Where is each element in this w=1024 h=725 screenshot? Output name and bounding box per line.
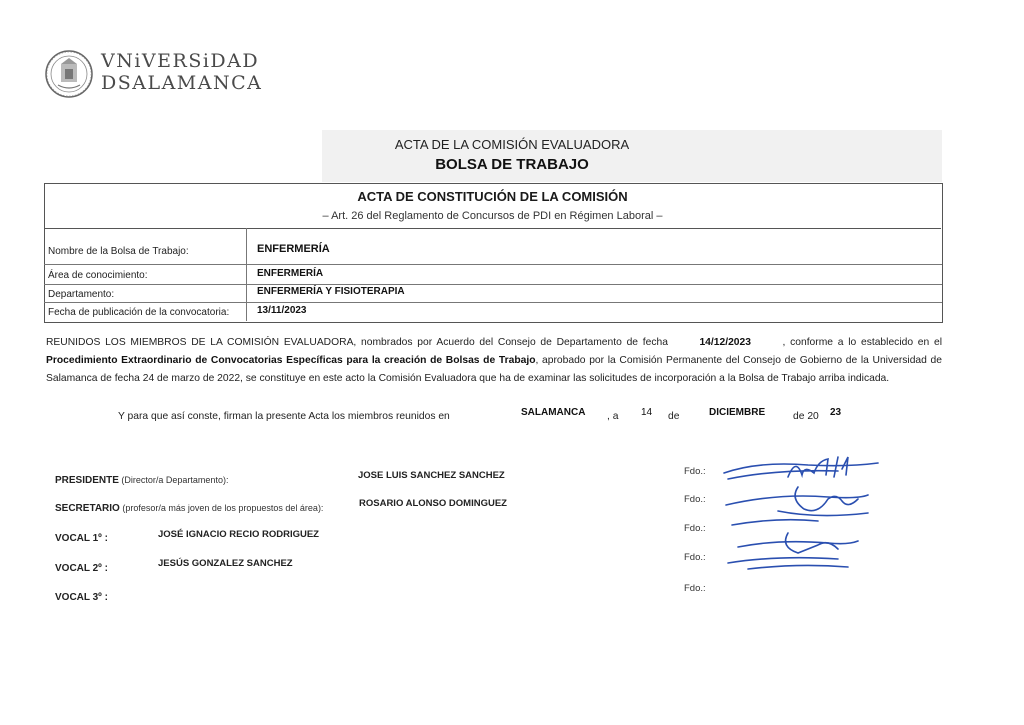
role-title: VOCAL 3º : (55, 592, 108, 603)
fdo-label: Fdo.: (684, 466, 706, 477)
logo-line-2: DSALAMANCA (101, 72, 263, 94)
paragraph-procedure: Procedimiento Extraordinario de Convocatorias Específicas para la creación de Bolsas de Trabajo (46, 355, 536, 366)
paragraph-part-1: REUNIDOS LOS MIEMBROS DE LA COMISIÓN EVALUADORA, nombrados por Acuerdo del Consejo de Departamento de fecha (46, 337, 668, 348)
fdo-label: Fdo.: (684, 523, 706, 534)
role-title: VOCAL 2º : (55, 563, 108, 574)
row-divider (44, 284, 942, 285)
member-role-vocal-2 (55, 563, 108, 574)
role-title: PRESIDENTE (55, 475, 119, 486)
closing-text: Y para que así conste, firman la presente Acta los miembros reunidos en (118, 411, 450, 422)
constitution-title: ACTA DE CONSTITUCIÓN DE LA COMISIÓN (357, 189, 628, 204)
row-divider (44, 264, 942, 265)
closing-de-2: de 20 (793, 411, 819, 422)
field-label-bolsa: Nombre de la Bolsa de Trabajo: (48, 246, 189, 257)
fdo-label: Fdo.: (684, 494, 706, 505)
field-value-fecha: 13/11/2023 (257, 305, 307, 316)
column-divider (246, 228, 247, 321)
member-role-vocal-3 (55, 592, 108, 603)
member-role-secretario (55, 503, 323, 514)
field-value-bolsa: ENFERMERÍA (257, 243, 330, 255)
paragraph-date: 14/12/2023 (699, 337, 751, 348)
field-value-departamento: ENFERMERÍA Y FISIOTERAPIA (257, 286, 405, 297)
paragraph-part-3: , aprobado por la Comisión Permanente del Consejo de Gobierno de la Universidad de Salamanca de fecha 24 de marzo de 2022, se constituye en este acto la Comisión Evaluadora que ha de examinar las solicitudes de incorporación a la Bolsa de Trabajo arriba indicada. (46, 355, 942, 384)
member-role-presidente (55, 475, 228, 486)
member-role-vocal-1 (55, 533, 108, 544)
acta-title: ACTA DE LA COMISIÓN EVALUADORA (394, 137, 630, 152)
member-name-vocal-1: JOSÉ IGNACIO RECIO RODRIGUEZ (158, 529, 319, 540)
member-name-vocal-2: JESÚS GONZALEZ SANCHEZ (158, 558, 293, 569)
role-detail: (Director/a Departamento): (118, 475, 229, 485)
role-detail: (profesor/a más joven de los propuestos del área): (119, 503, 324, 513)
paragraph-part-2: , conforme a lo establecido en el (782, 337, 942, 348)
closing-month: DICIEMBRE (709, 407, 766, 418)
body-paragraph (46, 334, 942, 388)
university-seal-logo (44, 49, 94, 99)
fdo-label: Fdo.: (684, 583, 706, 594)
member-name-secretario: ROSARIO ALONSO DOMINGUEZ (359, 498, 507, 509)
bolsa-title: BOLSA DE TRABAJO (435, 156, 589, 173)
closing-de-1: de (668, 411, 680, 422)
university-name-logo (101, 50, 262, 94)
field-label-departamento: Departamento: (48, 289, 115, 300)
fdo-label: Fdo.: (684, 552, 706, 563)
field-label-area: Área de conocimiento: (48, 270, 148, 281)
closing-city: SALAMANCA (521, 407, 586, 418)
constitution-subtitle: – Art. 26 del Reglamento de Concursos de PDI en Régimen Laboral – (322, 210, 663, 222)
role-title: SECRETARIO (55, 503, 120, 514)
closing-day: 14 (641, 407, 653, 418)
role-title: VOCAL 1º : (55, 533, 108, 544)
field-value-area: ENFERMERÍA (257, 268, 324, 279)
closing-sep-a: , a (607, 411, 619, 422)
row-divider (44, 302, 942, 303)
handwritten-signatures (718, 455, 898, 595)
member-name-presidente: JOSE LUIS SANCHEZ SANCHEZ (358, 470, 505, 481)
logo-line-1: VNiVERSiDAD (101, 50, 260, 72)
closing-year: 23 (830, 407, 842, 418)
field-label-fecha: Fecha de publicación de la convocatoria: (48, 307, 230, 318)
